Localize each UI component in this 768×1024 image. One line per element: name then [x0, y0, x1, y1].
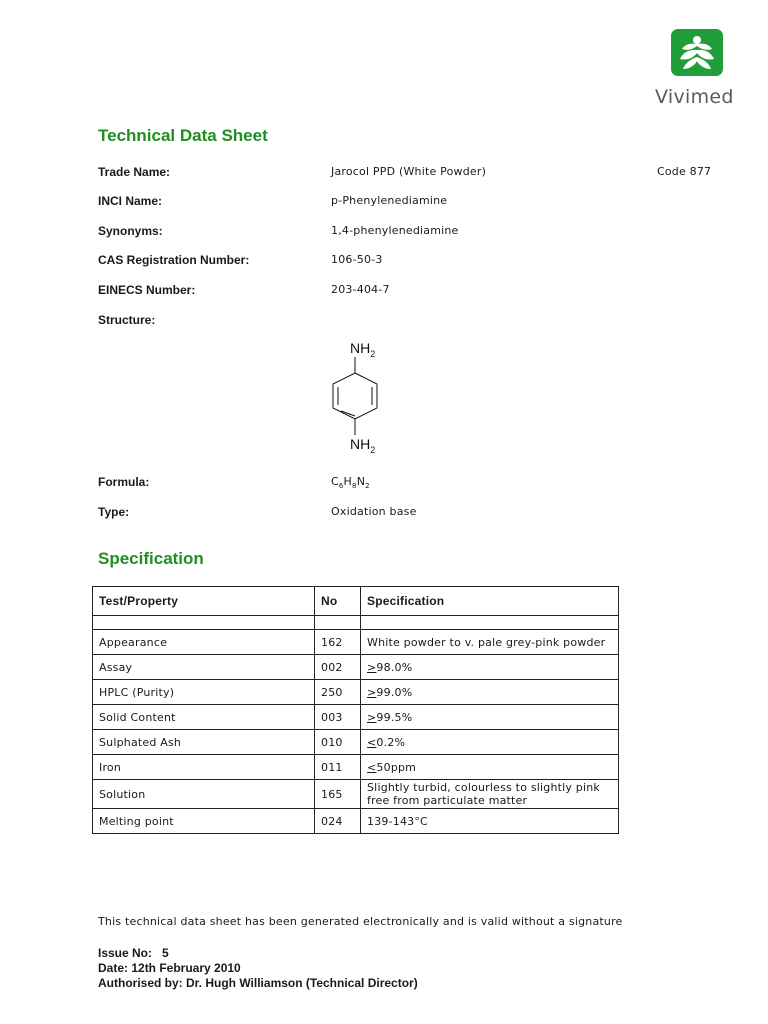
issue-date: Date: 12th February 2010: [98, 961, 241, 975]
table-row: HPLC (Purity) 250 >99.0%: [93, 680, 619, 705]
synonyms-label: Synonyms:: [98, 224, 163, 238]
page-title: Technical Data Sheet: [98, 126, 268, 145]
table-row: Iron 011 <50ppm: [93, 755, 619, 780]
product-code: Code 877: [657, 165, 712, 178]
trade-name-label: Trade Name:: [98, 165, 171, 179]
header-specification: Specification: [361, 587, 619, 616]
type-value: Oxidation base: [331, 505, 417, 518]
table-spacer-row: [93, 616, 619, 630]
structure-label: Structure:: [98, 313, 156, 327]
specification-table: [92, 586, 619, 834]
specification-title: Specification: [98, 549, 204, 568]
header-test-property: Test/Property: [93, 587, 315, 616]
synonyms-value: 1,4-phenylenediamine: [331, 224, 459, 237]
formula-label: Formula:: [98, 475, 150, 489]
inci-name-value: p-Phenylenediamine: [331, 194, 448, 207]
type-label: Type:: [98, 505, 130, 519]
table-header-row: [93, 587, 619, 616]
chemical-structure: [320, 336, 400, 460]
structure-top-amine: $NH_2$: [350, 340, 376, 359]
trade-name-value: Jarocol PPD (White Powder): [331, 165, 487, 178]
logo-brand-name: Vivimed: [655, 86, 734, 108]
einecs-number-value: 203-404-7: [331, 283, 390, 296]
structure-bottom-amine: $NH_2$: [350, 436, 376, 455]
inci-name-label: INCI Name:: [98, 194, 163, 208]
leaf-icon: [671, 29, 723, 76]
table-row: Solid Content 003 >99.5%: [93, 705, 619, 730]
vivimed-logo-mark: [671, 29, 723, 76]
table-row: Assay 002 >98.0%: [93, 655, 619, 680]
table-row: Sulphated Ash 010 <0.2%: [93, 730, 619, 755]
einecs-number-label: EINECS Number:: [98, 283, 196, 297]
table-row: Melting point 024 139-143°C: [93, 809, 619, 834]
validity-note: This technical data sheet has been generated electronically and is valid without a signature: [98, 915, 623, 928]
authorised-by: Authorised by: Dr. Hugh Williamson (Technical Director): [98, 976, 418, 990]
cas-number-value: 106-50-3: [331, 253, 383, 266]
issue-number: Issue No: 5: [98, 946, 169, 960]
header-no: No: [315, 587, 361, 616]
table-row: Appearance 162 White powder to v. pale grey-pink powder: [93, 630, 619, 655]
formula-value: $C_6H_8N_2$: [331, 475, 370, 491]
cas-number-label: CAS Registration Number:: [98, 253, 250, 267]
table-row: Solution 165 Slightly turbid, colourless to slightly pink free from particulate matter: [93, 780, 619, 809]
